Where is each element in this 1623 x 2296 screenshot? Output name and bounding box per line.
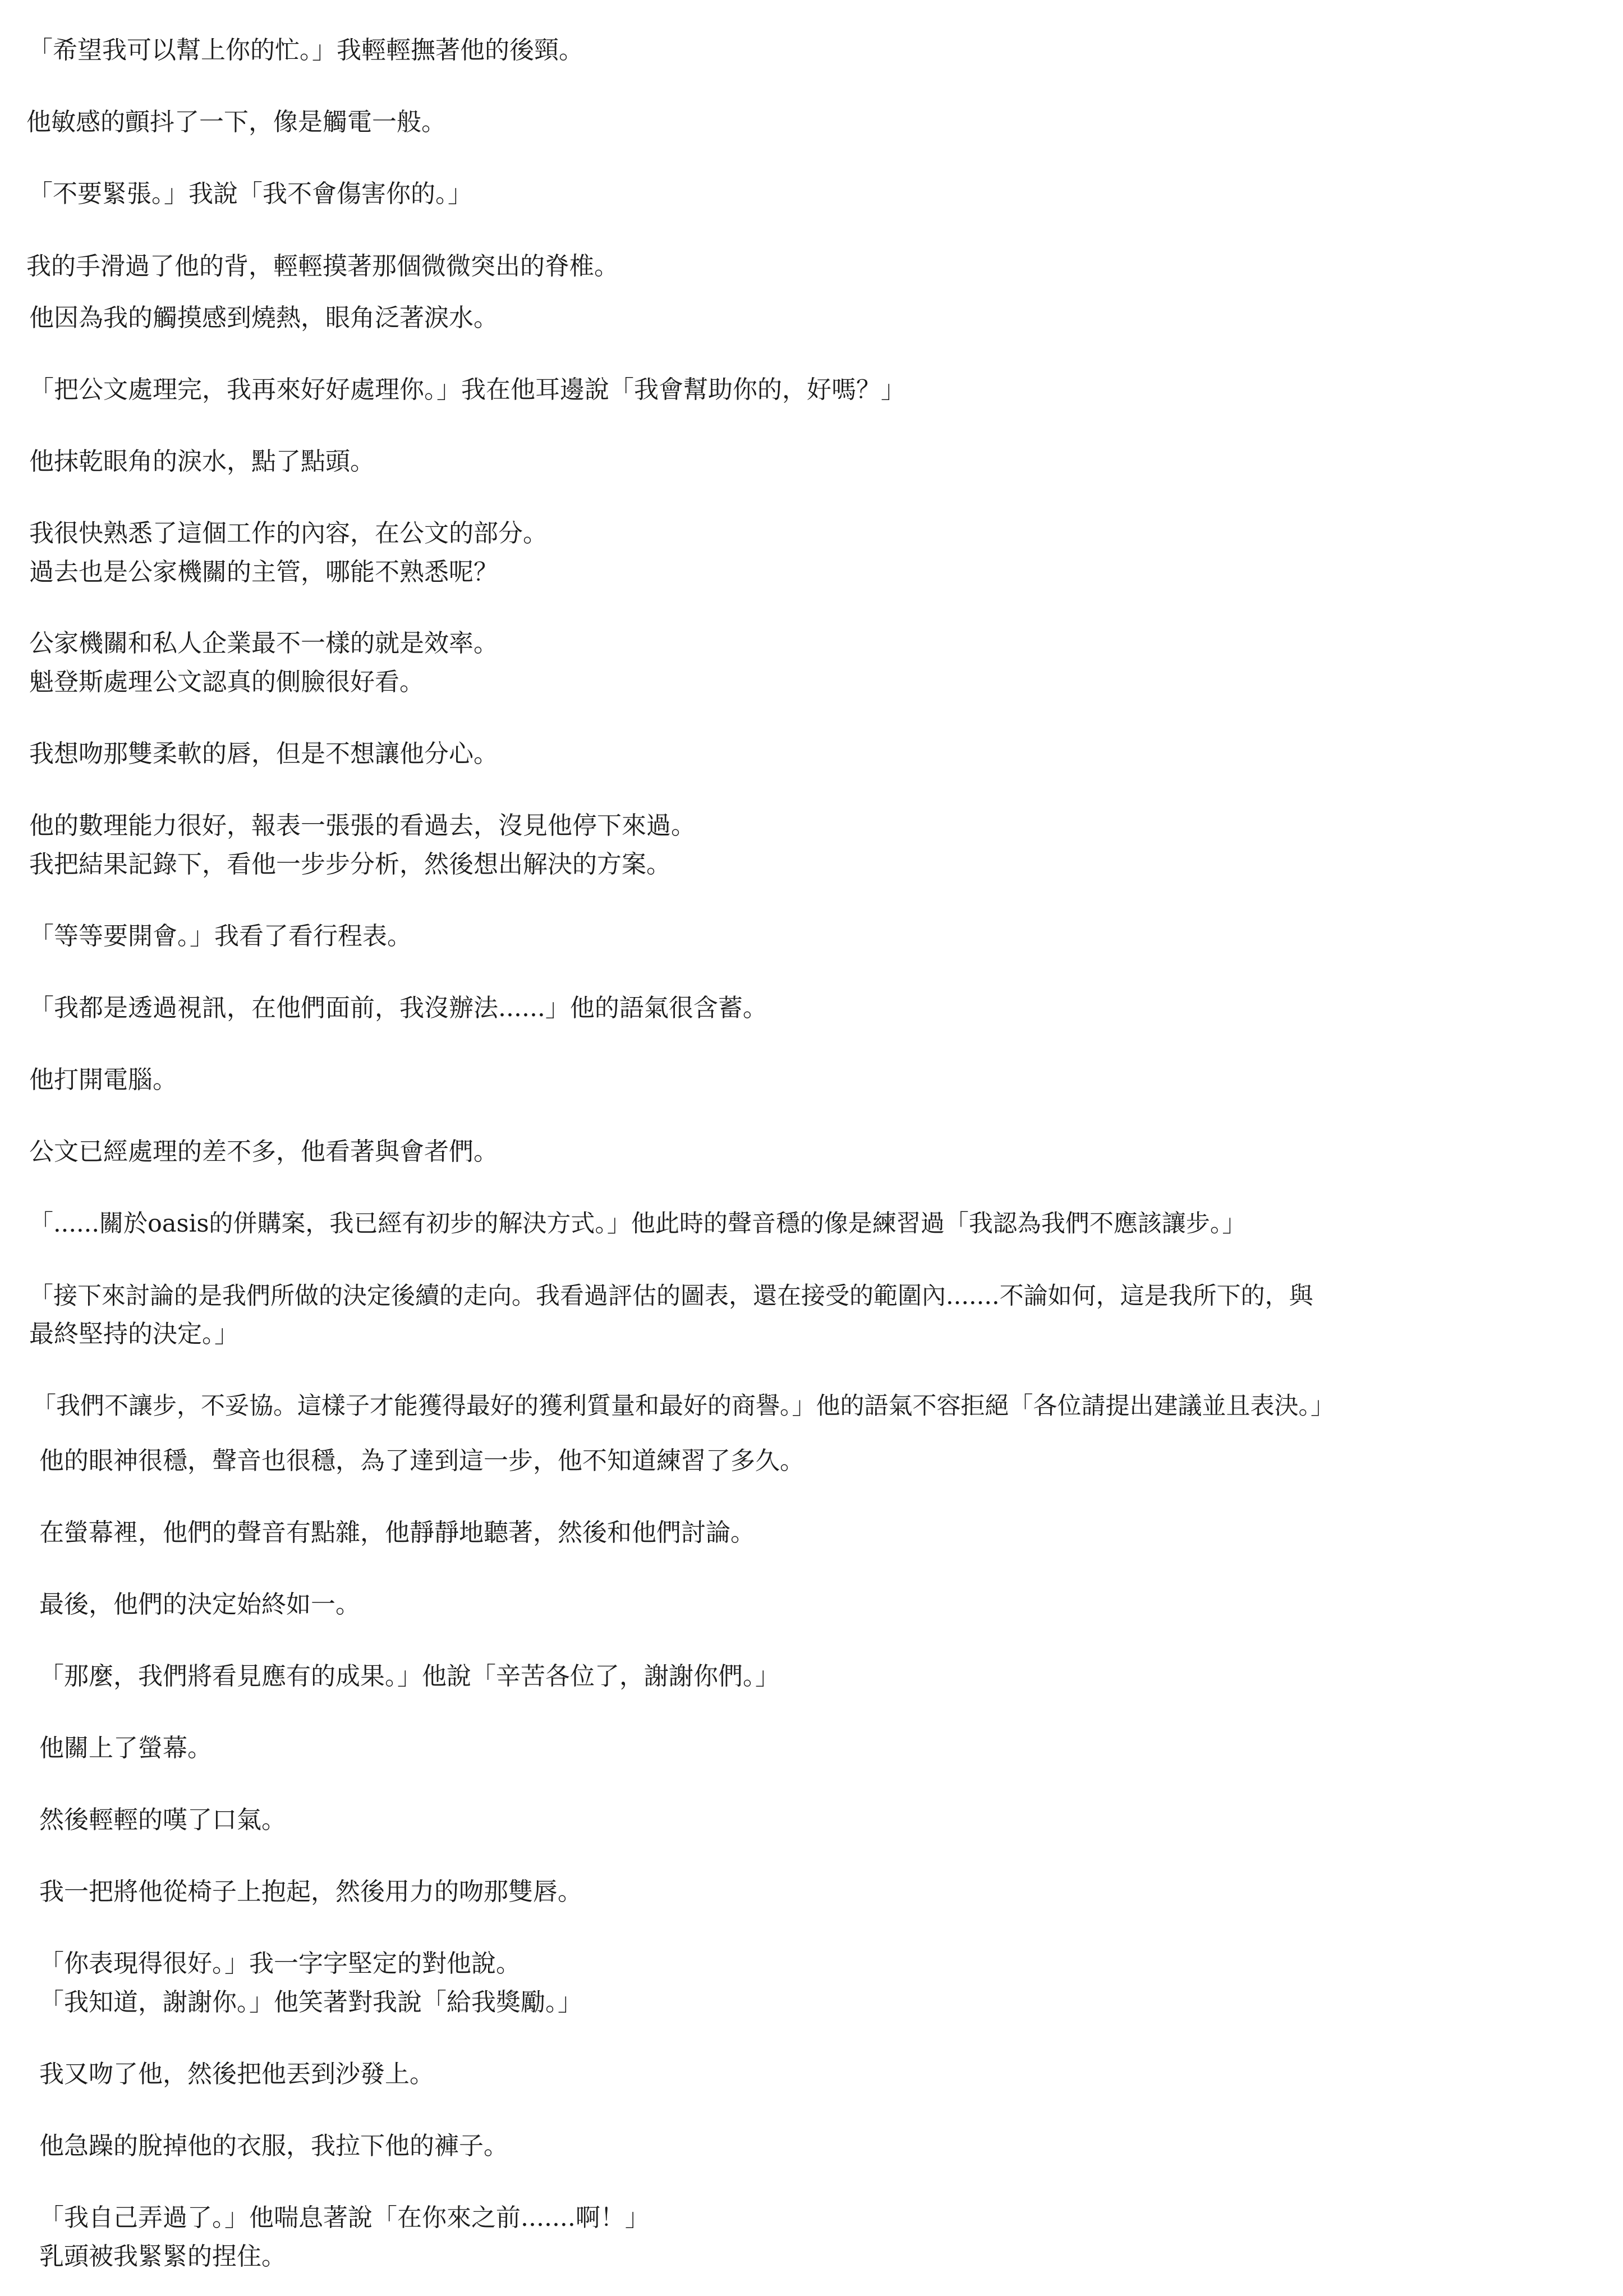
text-line: 他關上了螢幕。 bbox=[39, 1734, 212, 1762]
text-line: 他敏感的顫抖了一下，像是觸電一般。 bbox=[26, 108, 446, 136]
text-line: 「接下來討論的是我們所做的決定後續的走向。我看過評估的圖表，還在接受的範圍內.......不論如何，這是我所下的，與 bbox=[29, 1282, 1313, 1310]
text-line: 在螢幕裡，他們的聲音有點雜，他靜靜地聽著，然後和他們討論。 bbox=[39, 1518, 755, 1547]
text-line: 我想吻那雙柔軟的唇，但是不想讓他分心。 bbox=[29, 740, 498, 768]
text-line: 乳頭被我緊緊的捏住。 bbox=[39, 2242, 286, 2271]
text-line: 「......關於oasis的併購案，我已經有初步的解決方式。」他此時的聲音穩的像是練習過「我認為我們不應該讓步。」 bbox=[29, 1210, 1247, 1238]
text-line: 「我知道，謝謝你。」他笑著對我說「給我獎勵。」 bbox=[39, 1988, 582, 2017]
text-line: 「把公文處理完，我再來好好處理你。」我在他耳邊說「我會幫助你的，好嗎？」 bbox=[29, 375, 905, 404]
text-line: 「希望我可以幫上你的忙。」我輕輕撫著他的後頸。 bbox=[28, 36, 583, 65]
text-line: 我很快熟悉了這個工作的內容，在公文的部分。 bbox=[29, 519, 548, 548]
text-line: 魁登斯處理公文認真的側臉很好看。 bbox=[29, 668, 424, 696]
text-line: 公家機關和私人企業最不一樣的就是效率。 bbox=[29, 629, 498, 658]
text-line: 「我自己弄過了。」他喘息著說「在你來之前.......啊！」 bbox=[39, 2203, 650, 2232]
text-line: 我又吻了他，然後把他丟到沙發上。 bbox=[39, 2060, 434, 2088]
text-line: 我的手滑過了他的背，輕輕摸著那個微微突出的脊椎。 bbox=[26, 252, 619, 281]
text-line: 他的數理能力很好，報表一張張的看過去，沒見他停下來過。 bbox=[29, 811, 696, 840]
text-line: 「你表現得很好。」我一字字堅定的對他說。 bbox=[39, 1949, 521, 1978]
text-line: 他的眼神很穩，聲音也很穩，為了達到這一步，他不知道練習了多久。 bbox=[39, 1447, 804, 1475]
text-line: 最後，他們的決定始終如一。 bbox=[39, 1590, 360, 1619]
text-line: 我一把將他從椅子上抱起，然後用力的吻那雙唇。 bbox=[39, 1877, 582, 1906]
text-line: 我把結果記錄下，看他一步步分析，然後想出解決的方案。 bbox=[29, 850, 671, 879]
text-line: 「等等要開會。」我看了看行程表。 bbox=[29, 922, 412, 950]
text-line: 「我們不讓步，不妥協。這樣子才能獲得最好的獲利質量和最好的商譽。」他的語氣不容拒絕「各位請提出建議並且表決。」 bbox=[32, 1392, 1335, 1420]
text-line: 他抹乾眼角的淚水，點了點頭。 bbox=[29, 447, 375, 476]
text-line: 公文已經處理的差不多，他看著與會者們。 bbox=[29, 1137, 498, 1166]
text-line: 「那麼，我們將看見應有的成果。」他說「辛苦各位了，謝謝你們。」 bbox=[39, 1662, 780, 1691]
text-line: 最終堅持的決定。」 bbox=[29, 1320, 239, 1348]
text-line: 「我都是透過視訊，在他們面前，我沒辦法......」他的語氣很含蓄。 bbox=[29, 994, 767, 1022]
text-line: 「不要緊張。」我說「我不會傷害你的。」 bbox=[28, 180, 472, 208]
text-line: 過去也是公家機關的主管，哪能不熟悉呢？ bbox=[29, 558, 498, 586]
text-line: 然後輕輕的嘆了口氣。 bbox=[39, 1806, 286, 1834]
text-line: 他因為我的觸摸感到燒熱，眼角泛著淚水。 bbox=[29, 304, 498, 332]
text-line: 他急躁的脫掉他的衣服，我拉下他的褲子。 bbox=[39, 2132, 508, 2160]
text-line: 他打開電腦。 bbox=[29, 1066, 177, 1094]
